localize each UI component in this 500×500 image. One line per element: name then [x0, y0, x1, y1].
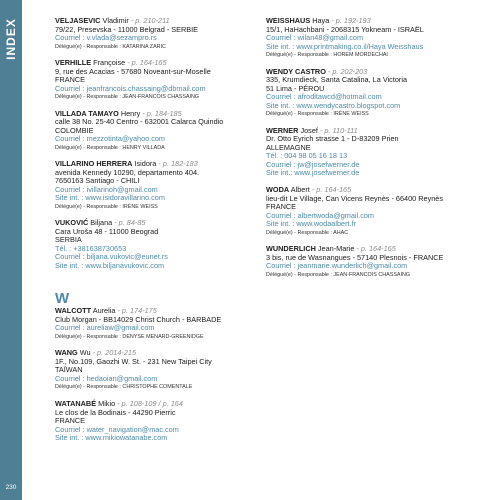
entry-firstname: Wu — [79, 348, 91, 358]
entry-delegate: Délégué(e) - Responsable : HOREM MORDECHAI — [266, 52, 388, 58]
index-entry — [55, 307, 280, 341]
index-entry — [55, 110, 280, 152]
entry-address-line: Club Morgan - BB14029 Christ Church - BARBADE — [55, 314, 222, 324]
entry-lastname: WERNER — [266, 125, 299, 135]
entry-contact-link[interactable]: Courriel : mezzotinta@yahoo.com — [55, 134, 166, 144]
entry-contact-link[interactable]: Courriel : jeanmarie.wunderlich@gmail.com — [266, 261, 408, 271]
entry-list-w — [55, 307, 280, 442]
entry-address-line: Cara Uroša 48 - 11000 Beograd — [55, 226, 159, 236]
entry-pages: - p. 164-165 — [356, 244, 396, 254]
entry-address-line: Dr. Otto Eyrich strasse 1 - D-83209 Prien — [266, 134, 399, 144]
entry-lastname: WATANABÉ — [55, 399, 97, 409]
entry-address-line: COLOMBIE — [55, 125, 94, 135]
entry-contact-link[interactable]: Courriel : ivillarinoh@gmail.com — [55, 184, 158, 194]
entry-address-line: 335, Krumdieck, Santa Catalina, La Victoria — [266, 75, 408, 85]
entry-contact-link[interactable]: Courriel : water_navigation@mac.com — [55, 424, 179, 434]
index-entry — [55, 219, 280, 270]
entry-lastname: VERHILLE — [55, 58, 92, 68]
entry-pages: - p. 202-203 — [327, 66, 368, 76]
entry-lastname: WUNDERLICH — [266, 244, 316, 254]
entry-lastname: WENDY CASTRO — [266, 66, 326, 76]
sidebar — [0, 0, 22, 500]
entry-firstname: Haya — [312, 16, 330, 25]
entry-address-line: 79/22, Presevska - 11000 Belgrad - SERBIE — [55, 24, 199, 34]
entry-delegate: Délégué(e) - Responsable : CHRISTOPHE COMENTALE — [55, 384, 193, 391]
entry-contact-link[interactable]: Site int. : www.printmaking.co.il/Haya Weisshaus — [266, 41, 424, 51]
entry-lastname: VELJASEVIC — [55, 16, 101, 25]
entry-address-line: 1F., No.109, Gaozhi W. St. - 231 New Taipei City — [55, 356, 212, 366]
entry-contact-link[interactable]: Site int. : www.biljanavukovic.com — [55, 260, 165, 270]
index-entry — [55, 400, 280, 443]
entry-firstname: Françoise — [93, 58, 126, 68]
entry-lastname: VILLADA TAMAYO — [55, 108, 119, 118]
entry-list-right — [266, 17, 496, 279]
section-letter: W — [55, 290, 70, 308]
entry-delegate: Délégué(e) - Responsable : AHAC — [266, 229, 349, 236]
entry-contact-link[interactable]: Courriel : jw@josefwerner.de — [266, 159, 360, 169]
entry-delegate: Délégué(e) - Responsable : HENRY VILLADA — [55, 144, 165, 151]
entry-contact-link[interactable]: Tél. : 004 98 05 16 18 13 — [266, 151, 348, 161]
entry-contact-link[interactable]: Courriel : aureliaw@gmail.com — [55, 323, 155, 333]
index-entry — [266, 245, 496, 279]
entry-delegate: Délégué(e) - Responsable : DENYSE MENARD-GREENIDGE — [55, 333, 204, 340]
entry-contact-link[interactable]: Site int. : www.wodaalbert.fr — [266, 219, 357, 229]
entry-lastname: WODA — [266, 185, 290, 195]
entry-lastname: WALCOTT — [55, 306, 92, 316]
entry-delegate: Délégué(e) - Responsable : IRÈNE WEISS — [55, 203, 158, 210]
entry-list-v — [55, 17, 280, 270]
entry-firstname: Mikio — [98, 399, 116, 409]
entry-delegate: Délégué(e) - Responsable : JEAN-FRANCOIS CHASSAING — [266, 271, 411, 278]
index-entry — [266, 186, 496, 237]
entry-address-line: 3 bis, rue de Wasnangues - 57140 Plesnois - FRANCE — [266, 252, 444, 262]
entry-address-line: 7650163 Santiago - CHILI — [55, 176, 140, 186]
entry-contact-link[interactable]: Site int. : www.isidoravillarino.com — [55, 193, 165, 203]
left-column — [55, 17, 280, 451]
entry-contact-link[interactable]: Site int.: www.josefwerner.de — [266, 168, 360, 178]
entry-delegate: Délégué(e) - Responsable : IRÈNE WEISS — [266, 111, 369, 118]
entry-contact-link[interactable]: Courriel : albertwoda@gmail.com — [266, 210, 374, 220]
entry-contact-link[interactable]: Courriel : v.vlada@sezampro.rs — [55, 33, 157, 42]
entry-firstname: Jean-Marie — [317, 244, 355, 254]
entry-address-line: Le clos de la Bodinais - 44290 Pierric — [55, 407, 176, 417]
index-entry — [55, 17, 280, 51]
entry-pages: - p. 108-109 / p. 164 — [117, 399, 183, 409]
index-entry — [266, 68, 496, 119]
entry-lastname: VUKOVIĆ — [55, 218, 89, 228]
entry-address-line: avenida Kennedy 10290, departamento 404. — [55, 167, 200, 177]
entry-pages: - p. 164-165 — [127, 58, 167, 68]
entry-address-line: lieu-dit Le Village, Can Vicens Reynès - 66400 Reynès — [266, 193, 443, 203]
entry-firstname: Albert — [290, 185, 310, 195]
entry-address-line: FRANCE — [55, 416, 85, 426]
entry-pages: - p. 182-183 — [158, 159, 198, 169]
index-entry — [55, 349, 280, 391]
entry-delegate: Délégué(e) - Responsable : JEAN-FRANCOIS CHASSAING — [55, 94, 200, 101]
entry-pages: - p. 210-211 — [130, 16, 170, 25]
entry-pages: - p. 110-111 — [319, 125, 358, 135]
index-entry — [266, 17, 496, 59]
entry-address-line: 9, rue des Acacias - 57680 Noveant-sur-Moselle — [55, 66, 211, 76]
entry-delegate: Délégué(e) - Responsable : KATARINA ZARIC — [55, 43, 166, 50]
entry-address-line: 51 Lima - PÉROU — [266, 83, 325, 93]
entry-contact-link[interactable]: Courriel : afroditawcd@hotmail.com — [266, 92, 382, 102]
entry-lastname: WEISSHAUS — [266, 16, 311, 25]
entry-contact-link[interactable]: Courriel : jeanfrancois.chassaing@dbmail.com — [55, 83, 206, 93]
entry-firstname: Biljana — [90, 218, 113, 228]
page-number: 230 — [5, 484, 17, 491]
entry-address-line: 15/1, HaHachbani - 2068315 Yokneam - ISRAËL — [266, 24, 424, 34]
entry-contact-link[interactable]: Tél. : +381638730653 — [55, 243, 127, 253]
entry-contact-link[interactable]: Site int. : www.mikiowatanabe.com — [55, 433, 168, 443]
entry-contact-link[interactable]: Courriel : hedaoian@gmail.com — [55, 373, 158, 383]
entry-contact-link[interactable]: Courriel : wilan48@gmail.com — [266, 33, 364, 42]
entry-pages: - p. 84-85 — [114, 218, 146, 228]
right-column — [266, 17, 496, 287]
entry-contact-link[interactable]: Courriel : biljana.vukovic@eunet.rs — [55, 252, 168, 262]
index-title: INDEX — [4, 18, 18, 60]
entry-firstname: Vladimir — [102, 16, 129, 25]
entry-address-line: FRANCE — [266, 202, 296, 212]
index-entry — [266, 127, 496, 178]
entry-pages: - p. 192-193 — [331, 16, 371, 25]
entry-firstname: Henry — [120, 108, 141, 118]
entry-firstname: Josef — [300, 125, 318, 135]
index-entry — [55, 160, 280, 211]
entry-pages: - p. 174-175 — [117, 306, 157, 316]
sidebar-title — [0, 8, 22, 70]
entry-pages: - p. 2014-215 — [92, 348, 137, 358]
entry-contact-link[interactable]: Site int. : www.wendycastro.blogspot.com — [266, 100, 401, 110]
entry-address-line: SERBIA — [55, 235, 82, 245]
entry-address-line: FRANCE — [55, 75, 85, 85]
entry-lastname: VILLARINO HERRERA — [55, 159, 133, 169]
entry-address-line: calle 38 No. 25-40 Centro - 632001 Calarca Quindio — [55, 117, 224, 127]
entry-address-line: ALLEMAGNE — [266, 142, 311, 152]
index-entry — [55, 59, 280, 101]
entry-pages: - p. 184-185 — [142, 108, 182, 118]
entry-firstname: Aurelia — [92, 306, 116, 316]
entry-lastname: WANG — [55, 348, 78, 358]
entry-address-line: TAÏWAN — [55, 365, 83, 375]
entry-pages: - p. 164-165 — [311, 185, 352, 195]
entry-firstname: Isidora — [134, 159, 157, 169]
